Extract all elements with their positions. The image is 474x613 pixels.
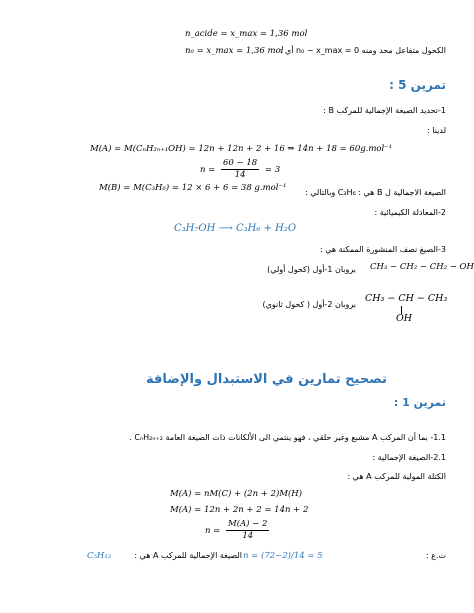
n-result: = 3 [264,165,281,175]
exercise-1-heading: تمرين 1 : [393,396,446,409]
molar-mass-a-equation-1: M(A) = nM(C) + (2n + 2)M(H) [170,489,303,499]
limiting-reagent-text: الكحول متفاعل محد ومنه 0 = n₀ − x_max أي : [279,46,446,55]
fraction-denominator: 14 [234,170,246,180]
molar-mass-a-text: الكتلة المولية للمركب A هي : [347,472,446,481]
section-title: تصحيح تمارين في الاستبدال والإضافة [146,372,387,387]
formula-a-text: الصيغة الإجمالية للمركب A هي : [134,551,242,560]
exercise-5-heading: تمرين 5 : [389,78,446,92]
n-fraction [221,158,259,181]
hydroxyl-group: OH [396,313,413,324]
n-value: n = (72−2)/14 = 5 [243,551,323,561]
step-2-text: 2-المعادلة الكيميائية : [374,208,446,217]
molar-mass-b-equation: M(B) = M(C₃H₆) = 12 × 6 + 6 = 38 g.mol⁻¹ [99,183,287,193]
fraction-numerator-2: M(A) − 2 [228,519,268,529]
propan-1-ol-formula: CH₃ − CH₂ − CH₂ − OH [370,262,474,272]
n-fraction-2 [226,519,269,542]
formula-b-text: الصيغة الاجمالية ل B هي : C₃H₆ وبالتالي : [305,188,446,197]
step-2-1-text: 2.1-الصيغة الإجمالية : [372,453,446,462]
n-equals-2: n = [205,526,221,536]
molar-mass-a-equation-2: M(A) = 12n + 2n + 2 = 14n + 2 [170,505,309,515]
step-3-text: 3-الصيغ نصف المنشورة الممكنة هي : [319,245,446,254]
mole-acid-equation: n_acide = x_max = 1,36 mol [185,29,308,39]
alkane-text: 1.1- بما أن المركب A مشبع وغير حلقي ، فهو ينتمي الى الألكانات ذات الصيغة العامة CₙH₂ₙ₊₂ . [129,433,446,442]
numeric-application-label: ت.ع : [425,551,446,560]
propan-2-ol-label: بروبان 2-أول ( كحول ثانوي) [262,300,356,309]
n-fraction-equation [200,158,280,181]
fraction-denominator-2: 14 [242,531,254,541]
propan-2-ol-formula: CH₃ − CH − CH₃ [365,293,448,304]
mole-alcohol-equation: n₀ = x_max = 1,36 mol [185,46,284,56]
given-text: لدينا : [427,126,446,135]
chemical-equation: C₃H₇OH ⟶ C₃H₆ + H₂O [174,223,297,234]
fraction-numerator: 60 − 18 [223,158,258,168]
n-formula-equation [205,519,272,542]
step-1-text: 1-تحديد الصيغة الإجمالية للمركب B : [323,106,446,115]
n-equals: n = [200,165,216,175]
propan-1-ol-label: بروبان 1-أول (كحول أولي) [267,265,356,274]
formula-c5h12: C₅H₁₂ [87,551,112,561]
molar-mass-equation: M(A) = M(CₙH₂ₙ₊₁OH) = 12n + 12n + 2 + 16 ⇒ 14n + 18 = 60g.mol⁻¹ [90,144,393,154]
